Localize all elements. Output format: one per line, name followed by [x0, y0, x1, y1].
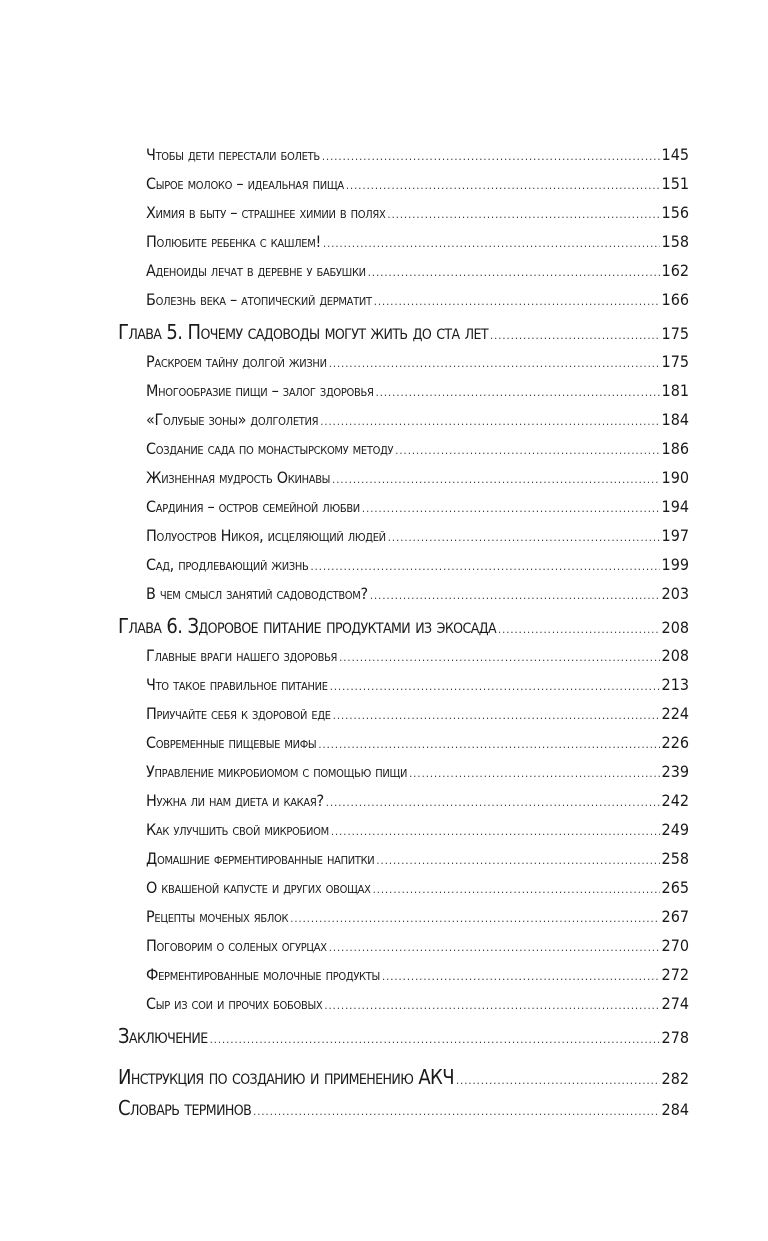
toc-entry	[0, 526, 768, 548]
toc-entry-page: 267	[661, 907, 689, 926]
toc-entry-title: Нужна ли нам диета и какая?	[146, 791, 324, 810]
toc-entry	[0, 704, 768, 726]
toc-entry	[0, 410, 768, 432]
toc-entry-page: 226	[661, 733, 689, 752]
toc-chapter	[0, 1024, 768, 1050]
toc-entry	[0, 203, 768, 225]
toc-entry-page: 181	[661, 381, 689, 400]
dot-leader	[456, 1065, 660, 1089]
toc-entry-title: Раскроем тайну долгой жизни	[146, 352, 327, 371]
toc-entry-title: Домашние ферментированные напитки	[146, 849, 375, 868]
toc-entry-page: 184	[661, 410, 689, 429]
toc-chapter-page: 175	[661, 324, 689, 343]
toc-entry-page: 208	[661, 646, 689, 665]
toc-entry-title: Сыр из сои и прочих бобовых	[146, 994, 323, 1013]
toc-entry-title: Полюбите ребенка с кашлем!	[146, 232, 321, 251]
toc-entry-page: 151	[661, 174, 689, 193]
dot-leader	[210, 1024, 660, 1048]
toc-entry-page: 197	[661, 526, 689, 545]
toc-entry-title: Ферментированные молочные продукты	[146, 965, 380, 984]
dot-leader	[373, 878, 660, 897]
toc-entry-title: Болезнь века – атопический дерматит	[146, 290, 372, 309]
dot-leader	[370, 584, 660, 603]
toc-entry	[0, 646, 768, 668]
toc-chapter-page: 284	[661, 1100, 689, 1119]
toc-entry	[0, 555, 768, 577]
toc-chapter-page: 278	[661, 1028, 689, 1047]
toc-entry-page: 145	[661, 145, 689, 164]
toc-entry-title: Поговорим о соленых огурцах	[146, 936, 327, 955]
toc-entry	[0, 907, 768, 929]
toc-entry-title: Что такое правильное питание	[146, 675, 328, 694]
toc-entry	[0, 733, 768, 755]
toc-entry	[0, 261, 768, 283]
toc-entry	[0, 174, 768, 196]
dot-leader	[322, 145, 660, 164]
dot-leader	[333, 704, 660, 723]
dot-leader	[388, 526, 660, 545]
toc-entry-page: 199	[661, 555, 689, 574]
toc-entry	[0, 878, 768, 900]
toc-entry	[0, 791, 768, 813]
toc-entry	[0, 290, 768, 312]
toc-entry-title: Современные пищевые мифы	[146, 733, 317, 752]
toc-entry-title: Рецепты моченых яблок	[146, 907, 289, 926]
toc-entry-title: Сырое молоко – идеальная пища	[146, 174, 344, 193]
toc-chapter-title: Глава 5. Почему садоводы могут жить до ста лет	[118, 320, 488, 344]
dot-leader	[376, 849, 659, 868]
toc-chapter-page: 282	[661, 1069, 689, 1088]
toc-entry	[0, 849, 768, 871]
toc-chapter	[0, 614, 768, 640]
toc-entry-title: Управление микробиомом с помощью пищи	[146, 762, 408, 781]
toc-entry	[0, 584, 768, 606]
toc-chapter-title: Инструкция по созданию и применению АКЧ	[118, 1065, 454, 1089]
dot-leader	[326, 791, 660, 810]
toc-chapter-title: Словарь терминов	[118, 1096, 252, 1120]
toc-entry-title: О квашеной капусте и других овощах	[146, 878, 371, 897]
toc-entry-title: Сад, продлевающий жизнь	[146, 555, 309, 574]
toc-entry-page: 242	[661, 791, 689, 810]
dot-leader	[376, 381, 660, 400]
toc-entry-page: 224	[661, 704, 689, 723]
dot-leader	[490, 320, 660, 344]
toc-entry	[0, 936, 768, 958]
dot-leader	[331, 820, 660, 839]
dot-leader	[368, 261, 660, 280]
dot-leader	[320, 410, 659, 429]
toc-entry-page: 249	[661, 820, 689, 839]
toc-entry	[0, 675, 768, 697]
toc-entry-title: Сардиния – остров семейной любви	[146, 497, 360, 516]
toc-entry-title: «Голубые зоны» долголетия	[146, 410, 319, 429]
toc-entry-page: 213	[661, 675, 689, 694]
toc-entry-title: Многообразие пищи – залог здоровья	[146, 381, 374, 400]
toc-entry-page: 194	[661, 497, 689, 516]
toc-entry-title: Главные враги нашего здоровья	[146, 646, 338, 665]
toc-entry	[0, 381, 768, 403]
toc-chapter-page: 208	[661, 618, 689, 637]
toc-entry-page: 258	[661, 849, 689, 868]
toc-entry-page: 186	[661, 439, 689, 458]
dot-leader	[323, 232, 660, 251]
toc-chapter-title: Глава 6. Здоровое питание продуктами из экосада	[118, 614, 496, 638]
toc-entry-page: 190	[661, 468, 689, 487]
dot-leader	[324, 994, 659, 1013]
dot-leader	[382, 965, 660, 984]
toc-entry	[0, 497, 768, 519]
dot-leader	[332, 468, 659, 487]
toc-entry-title: Химия в быту – страшнее химии в полях	[146, 203, 386, 222]
toc-entry-page: 239	[661, 762, 689, 781]
toc-entry	[0, 820, 768, 842]
dot-leader	[374, 290, 660, 309]
dot-leader	[339, 646, 659, 665]
toc-entry-title: В чем смысл занятий садоводством?	[146, 584, 368, 603]
toc-entry-page: 156	[661, 203, 689, 222]
toc-chapter	[0, 1096, 768, 1122]
toc-entry	[0, 439, 768, 461]
toc-entry-title: Как улучшить свой микробиом	[146, 820, 329, 839]
dot-leader	[409, 762, 659, 781]
toc-entry	[0, 762, 768, 784]
toc-entry-page: 270	[661, 936, 689, 955]
dot-leader	[498, 614, 660, 638]
dot-leader	[329, 352, 660, 371]
toc-entry	[0, 232, 768, 254]
toc-entry-page: 166	[661, 290, 689, 309]
toc-entry-title: Создание сада по монастырскому методу	[146, 439, 394, 458]
toc-entry-page: 158	[661, 232, 689, 251]
toc-entry-title: Приучайте себя к здоровой еде	[146, 704, 331, 723]
dot-leader	[318, 733, 659, 752]
toc-chapter	[0, 320, 768, 346]
dot-leader	[290, 907, 659, 926]
toc-entry-page: 203	[661, 584, 689, 603]
dot-leader	[329, 936, 660, 955]
dot-leader	[311, 555, 660, 574]
toc-entry-title: Жизненная мудрость Окинавы	[146, 468, 331, 487]
dot-leader	[253, 1096, 659, 1120]
toc-entry	[0, 145, 768, 167]
toc-entry	[0, 468, 768, 490]
toc-entry-page: 162	[661, 261, 689, 280]
dot-leader	[387, 203, 659, 222]
toc-entry	[0, 965, 768, 987]
toc-chapter-title: Заключение	[118, 1024, 208, 1048]
dot-leader	[362, 497, 660, 516]
toc-entry-page: 272	[661, 965, 689, 984]
toc-entry-title: Чтобы дети перестали болеть	[146, 145, 320, 164]
toc-entry	[0, 352, 768, 374]
toc-entry	[0, 994, 768, 1016]
dot-leader	[330, 675, 660, 694]
dot-leader	[346, 174, 660, 193]
toc-entry-title: Аденоиды лечат в деревне у бабушки	[146, 261, 366, 280]
toc-entry-title: Полуостров Никоя, исцеляющий людей	[146, 526, 386, 545]
toc-entry-page: 265	[661, 878, 689, 897]
toc-entry-page: 175	[661, 352, 689, 371]
toc-entry-page: 274	[661, 994, 689, 1013]
dot-leader	[395, 439, 659, 458]
toc-chapter	[0, 1065, 768, 1091]
